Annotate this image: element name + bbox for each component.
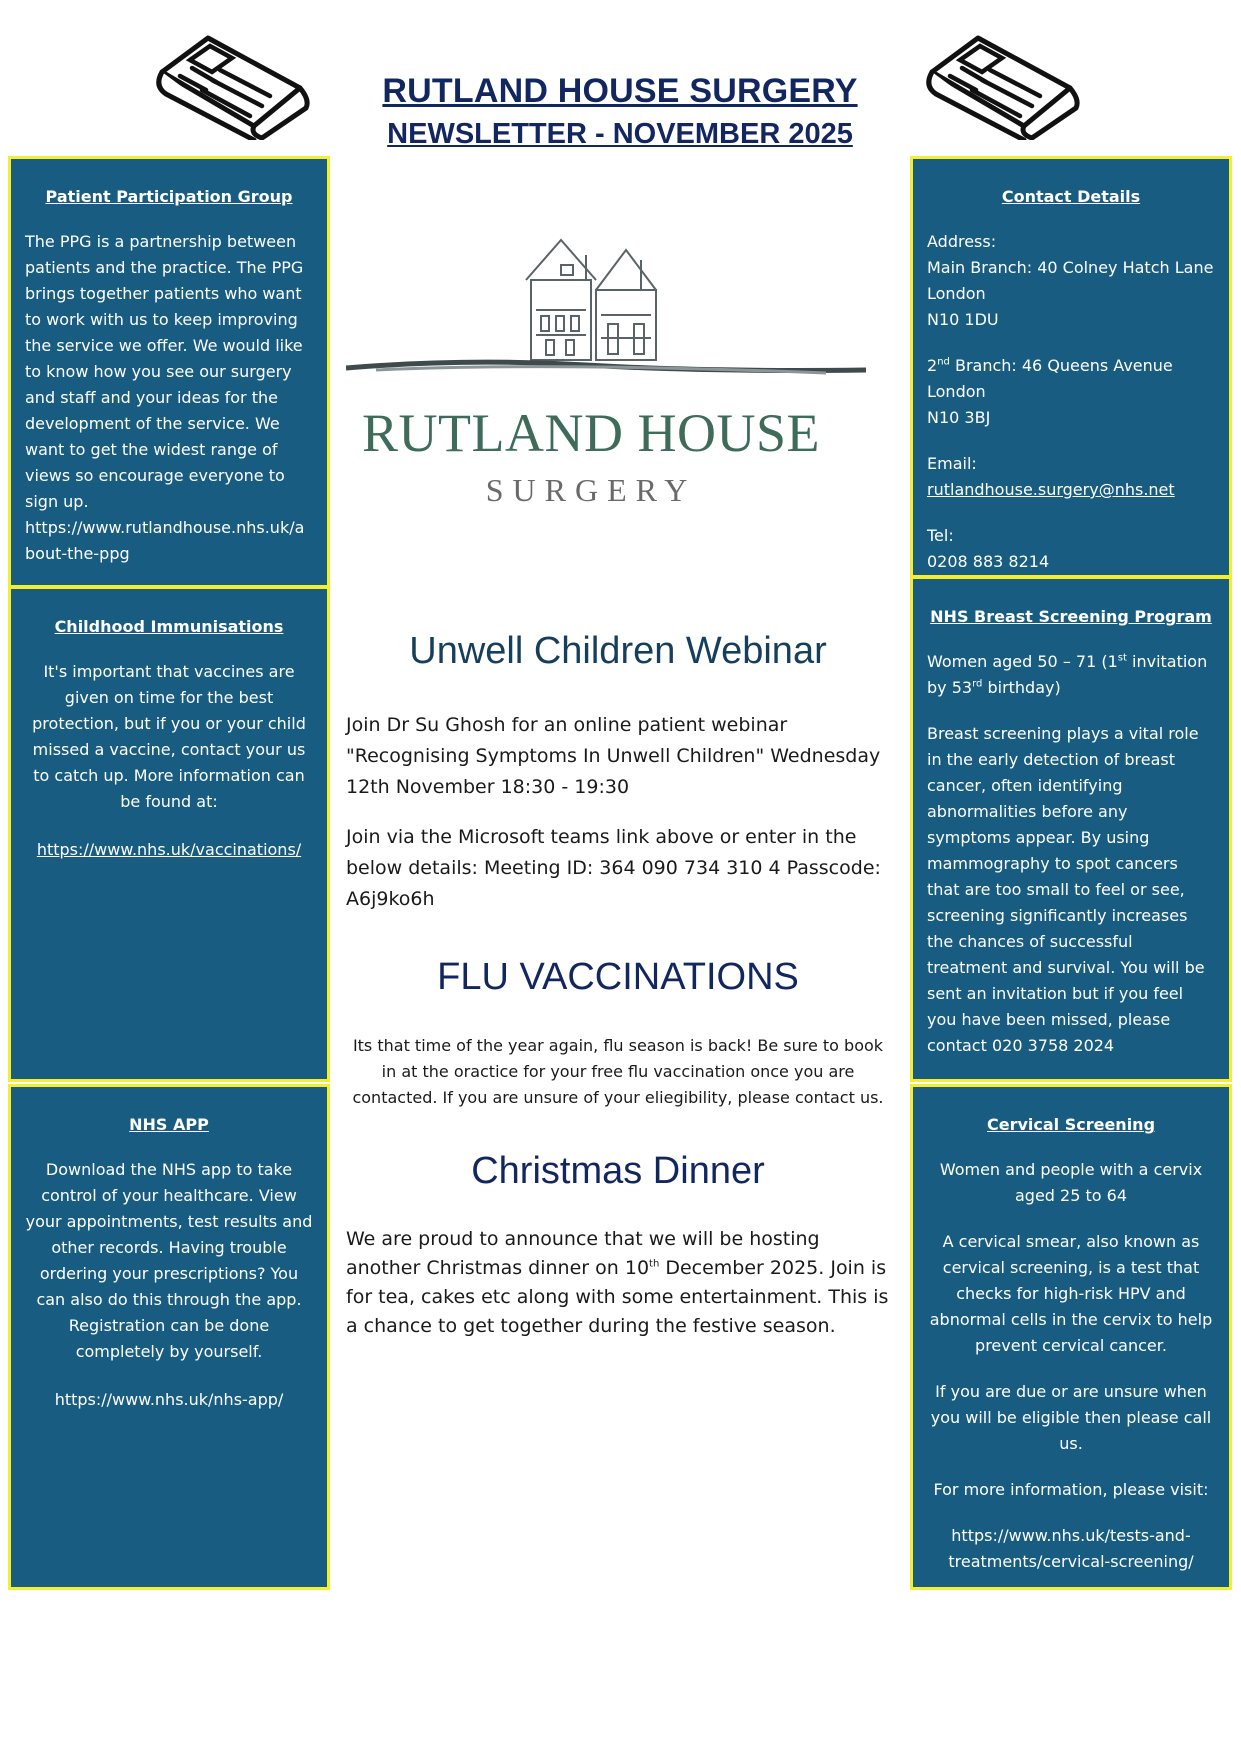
cervical-heading: Cervical Screening <box>986 1115 1156 1134</box>
newsletter-title: RUTLAND HOUSE SURGERY <box>382 72 858 110</box>
newspaper-icon-right <box>920 30 1090 140</box>
nhs-app-heading: NHS APP <box>129 1115 209 1134</box>
email-link[interactable]: rutlandhouse.surgery@nhs.net <box>927 480 1175 499</box>
second-postcode: N10 3BJ <box>927 408 991 427</box>
nhs-app-panel <box>8 1084 330 1590</box>
main-postcode: N10 1DU <box>927 310 999 329</box>
tel-number: 0208 883 8214 <box>927 552 1050 571</box>
breast-screening-panel <box>910 576 1232 1082</box>
webinar-p2: Join via the Microsoft teams link above or enter in the below details: Meeting ID: 364 090 734 310 4 Passcode: A6j9ko6h <box>346 826 881 910</box>
cervical-p2: A cervical smear, also known as cervical screening, is a test that checks for high-risk HPV and abnormal cells in the cervix to help prevent cervical cancer. <box>929 1232 1213 1355</box>
cervical-p3: If you are due or are unsure when you will be eligible then please call us. <box>930 1382 1212 1453</box>
immunisations-heading: Childhood Immunisations <box>54 617 284 636</box>
webinar-heading: Unwell Children Webinar <box>409 630 827 672</box>
christmas-heading: Christmas Dinner <box>471 1150 765 1192</box>
tel-label: Tel: <box>927 526 954 545</box>
second-city: London <box>927 382 986 401</box>
newspaper-icon-left <box>150 30 320 140</box>
ppg-panel <box>8 156 330 588</box>
nhs-app-link[interactable]: https://www.nhs.uk/nhs-app/ <box>54 1390 284 1409</box>
webinar-text <box>346 710 890 934</box>
logo-sub: SURGERY <box>485 472 697 508</box>
flu-text: Its that time of the year again, flu season is back! Be sure to book in at the oractice for your free flu vaccination once you are contacted. If you are unsure of your eliegibility, please contact us. <box>352 1036 884 1107</box>
flu-heading: FLU VACCINATIONS <box>437 956 799 998</box>
surgery-logo <box>356 220 876 520</box>
main-branch: Main Branch: 40 Colney Hatch Lane <box>927 258 1214 277</box>
main-city: London <box>927 284 986 303</box>
breast-heading: NHS Breast Screening Program <box>930 607 1212 626</box>
ppg-body: The PPG is a partnership between patients and the practice. The PPG brings together patients who want to work with us to keep improving the service we offer. We would like to know how you see our surgery and staff and your ideas for the development of the service. We want to get the widest range of views so encourage everyone to sign up. https://www.rutlandhouse.nhs.uk/about-the-ppg <box>25 232 305 563</box>
cervical-p4: For more information, please visit: <box>933 1480 1209 1499</box>
cervical-link[interactable]: https://www.nhs.uk/tests-and-treatments/cervical-screening/ <box>948 1526 1194 1571</box>
newsletter-subtitle: NEWSLETTER - NOVEMBER 2025 <box>387 118 853 150</box>
email-label: Email: <box>927 454 977 473</box>
breast-body: Breast screening plays a vital role in the early detection of breast cancer, often identifying abnormalities before any symptoms appear. By using mammography to spot cancers that are too small to feel or see, screening significantly increases the chances of successful treatment and survival. You will be sent an invitation but if you feel you have been missed, please contact 020 3758 2024 <box>927 724 1205 1055</box>
cervical-screening-panel <box>910 1084 1232 1590</box>
ppg-heading: Patient Participation Group <box>45 187 293 206</box>
immunisations-body: It's important that vaccines are given on time for the best protection, but if you or your child missed a vaccine, contact your us to catch up. More information can be found at: <box>32 662 306 811</box>
cervical-p1: Women and people with a cervix aged 25 to 64 <box>939 1160 1203 1205</box>
immunisations-panel <box>8 586 330 1082</box>
address-label: Address: <box>927 232 997 251</box>
logo-name: RUTLAND HOUSE <box>362 403 820 463</box>
christmas-text: We are proud to announce that we will be hosting another Christmas dinner on 10th December 2025. Join is for tea, cakes etc along with some entertainment. This is a chance to get together during the festive season. <box>346 1228 889 1337</box>
second-branch: 2nd Branch: 46 Queens Avenue <box>927 356 1173 375</box>
contact-panel <box>910 156 1232 578</box>
house-illustration <box>346 220 866 390</box>
breast-age: Women aged 50 – 71 (1st invitation by 53rd birthday) <box>927 652 1208 697</box>
webinar-p1: Join Dr Su Ghosh for an online patient webinar "Recognising Symptoms In Unwell Children" Wednesday 12th November 18:30 - 19:30 <box>346 714 881 798</box>
immunisations-link[interactable]: https://www.nhs.uk/vaccinations/ <box>36 840 302 859</box>
nhs-app-body: Download the NHS app to take control of your healthcare. View your appointments, test results and other records. Having trouble ordering your prescriptions? You can also do this through the app. Registration can be done completely by yourself. <box>25 1160 313 1361</box>
contact-heading: Contact Details <box>1001 187 1141 206</box>
